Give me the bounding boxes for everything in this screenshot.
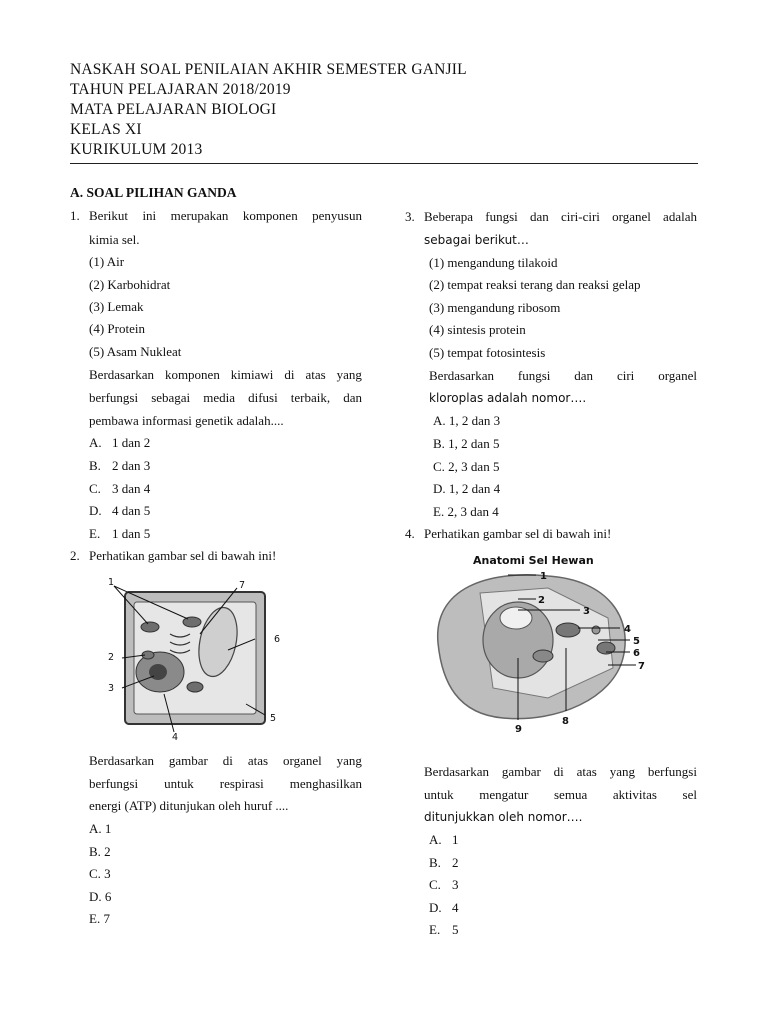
q4-question-line3: ditunjukkan oleh nomor….	[424, 810, 583, 824]
mitochondrion-shape	[187, 682, 203, 692]
word: atas	[576, 764, 597, 779]
q2-option-c[interactable]: C. 3	[89, 866, 111, 881]
q4-number: 4.	[405, 526, 415, 541]
header-line-class: KELAS XI	[70, 121, 142, 138]
q3-option-d[interactable]: D. 1, 2 dan 4	[433, 481, 501, 496]
q1-number: 1.	[70, 208, 80, 223]
figure-title: Anatomi Sel Hewan	[473, 554, 594, 567]
q4-question-line2	[424, 787, 697, 803]
word: yang	[336, 367, 362, 382]
q2-option-a[interactable]: A. 1	[89, 821, 112, 836]
q1-option-b[interactable]: B. 2 dan 3	[89, 458, 151, 473]
plant-cell-diagram	[100, 572, 300, 742]
word: difusi	[248, 390, 278, 405]
label-4: 4	[624, 624, 631, 635]
word: penyusun	[312, 208, 362, 223]
mitochondrion-shape	[556, 623, 580, 637]
q1-question-line3: pembawa informasi genetik adalah....	[89, 413, 284, 428]
q3-stem-line1	[424, 209, 697, 225]
q4-option-d[interactable]: D. 4	[429, 900, 459, 915]
q1-item: (1) Air	[89, 254, 125, 269]
q3-option-a[interactable]: A. 1, 2 dan 3	[433, 413, 501, 428]
word: gambar	[501, 764, 541, 779]
label-5: 5	[270, 713, 277, 724]
q1-stem-line2: kimia sel.	[89, 232, 140, 247]
word: dan	[574, 368, 594, 383]
q2-question-line2	[89, 776, 362, 792]
q4-option-c[interactable]: C. 3	[429, 877, 459, 892]
q3-stem-line2: sebagai berikut…	[424, 233, 529, 247]
q2-option-b[interactable]: B. 2	[89, 844, 111, 859]
word: Berikut	[89, 208, 128, 223]
word: respirasi	[219, 776, 264, 791]
word: ciri	[616, 368, 635, 383]
label-2: 2	[538, 595, 545, 606]
label-9: 9	[515, 724, 522, 735]
word: media	[203, 390, 236, 405]
label-3: 3	[583, 606, 590, 617]
q3-option-b[interactable]: B. 1, 2 dan 5	[433, 436, 500, 451]
label-8: 8	[562, 716, 569, 727]
q3-item: (4) sintesis protein	[429, 322, 526, 337]
q1-item: (3) Lemak	[89, 299, 144, 314]
header-line-curriculum: KURIKULUM 2013	[70, 141, 203, 158]
q1-item: (5) Asam Nukleat	[89, 344, 182, 359]
q3-item: (5) tempat fotosintesis	[429, 345, 546, 360]
label-1: 1	[540, 571, 547, 582]
word: merupakan	[170, 208, 229, 223]
word: fungsi	[485, 209, 518, 224]
word: yang	[336, 753, 362, 768]
word: organel	[612, 209, 651, 224]
q1-stem-line1	[89, 208, 362, 224]
word: di	[553, 764, 564, 779]
word: komponen	[164, 367, 220, 382]
word: ini	[142, 208, 157, 223]
q3-question-line1	[429, 368, 697, 384]
label-6: 6	[274, 634, 281, 645]
q4-option-e[interactable]: E. 5	[429, 922, 459, 937]
q3-option-c[interactable]: C. 2, 3 dan 5	[433, 459, 500, 474]
label-7: 7	[638, 661, 645, 672]
word: menghasilkan	[289, 776, 362, 791]
q1-question-line1	[89, 367, 362, 383]
word: Berdasarkan	[89, 367, 154, 382]
word: organel	[282, 753, 322, 768]
header-line-subject: MATA PELAJARAN BIOLOGI	[70, 101, 277, 118]
q4-option-a[interactable]: A. 1	[429, 832, 459, 847]
word: sel	[682, 787, 697, 802]
word: kimiawi	[230, 367, 274, 382]
nucleolus-shape	[149, 664, 167, 680]
q1-item: (4) Protein	[89, 321, 145, 336]
word: sebagai	[151, 390, 191, 405]
q3-number: 3.	[405, 209, 415, 224]
q1-item: (2) Karbohidrat	[89, 277, 171, 292]
word: di	[284, 367, 295, 382]
word: ciri-ciri	[560, 209, 600, 224]
word: yang	[609, 764, 636, 779]
label-4: 4	[172, 732, 179, 742]
word: komponen	[242, 208, 298, 223]
q2-stem: Perhatikan gambar sel di bawah ini!	[89, 548, 277, 563]
q2-option-d[interactable]: D. 6	[89, 889, 112, 904]
label-1: 1	[108, 577, 115, 588]
word: dan	[529, 209, 549, 224]
word: Berdasarkan	[89, 753, 154, 768]
q4-option-b[interactable]: B. 2	[429, 855, 459, 870]
q1-question-line2	[89, 390, 362, 406]
animal-cell-diagram	[418, 548, 658, 738]
q2-option-e[interactable]: E. 7	[89, 911, 110, 926]
word: organel	[658, 368, 697, 383]
word: atas	[247, 753, 269, 768]
header-divider	[70, 163, 698, 164]
word: untuk	[164, 776, 194, 791]
q3-item: (3) mengandung ribosom	[429, 300, 561, 315]
q4-stem: Perhatikan gambar sel di bawah ini!	[424, 526, 612, 541]
word: berfungsi	[89, 390, 139, 405]
word: berfungsi	[647, 764, 697, 779]
word: berfungsi	[89, 776, 139, 791]
q1-option-e[interactable]: E. 1 dan 5	[89, 526, 151, 541]
q1-option-a[interactable]: A. 1 dan 2	[89, 435, 151, 450]
q3-question-line2: kloroplas adalah nomor….	[429, 391, 587, 405]
word: Beberapa	[424, 209, 474, 224]
q2-question-line3: energi (ATP) ditunjukan oleh huruf ....	[89, 798, 289, 813]
document-header	[70, 60, 467, 160]
section-title: A. SOAL PILIHAN GANDA	[70, 185, 237, 200]
chloroplast-shape	[141, 622, 159, 632]
label-6: 6	[633, 648, 640, 659]
word: semua	[554, 787, 588, 802]
word: fungsi	[517, 368, 551, 383]
q2-question-line1	[89, 753, 362, 769]
word: mengatur	[479, 787, 529, 802]
word: Berdasarkan	[429, 368, 494, 383]
word: terbaik,	[290, 390, 331, 405]
word: adalah	[663, 209, 697, 224]
q3-item: (1) mengandung tilakoid	[429, 255, 558, 270]
label-2: 2	[108, 652, 115, 663]
header-line-year: TAHUN PELAJARAN 2018/2019	[70, 81, 291, 98]
golgi-shape	[533, 650, 553, 662]
q3-item: (2) tempat reaksi terang dan reaksi gelap	[429, 277, 641, 292]
word: atas	[305, 367, 326, 382]
header-line-title: NASKAH SOAL PENILAIAN AKHIR SEMESTER GANJIL	[70, 61, 467, 78]
label-3: 3	[108, 683, 115, 694]
word: untuk	[424, 787, 454, 802]
label-7: 7	[239, 580, 246, 591]
word: gambar	[168, 753, 208, 768]
q1-option-d[interactable]: D. 4 dan 5	[89, 503, 151, 518]
word: aktivitas	[612, 787, 657, 802]
label-5: 5	[633, 636, 640, 647]
lysosome-shape	[592, 626, 600, 634]
word: di	[222, 753, 233, 768]
q3-option-e[interactable]: E. 2, 3 dan 4	[433, 504, 499, 519]
word: dan	[343, 390, 362, 405]
q1-option-c[interactable]: C. 3 dan 4	[89, 481, 151, 496]
q4-question-line1	[424, 764, 697, 780]
word: Berdasarkan	[424, 764, 489, 779]
q2-number: 2.	[70, 548, 80, 563]
